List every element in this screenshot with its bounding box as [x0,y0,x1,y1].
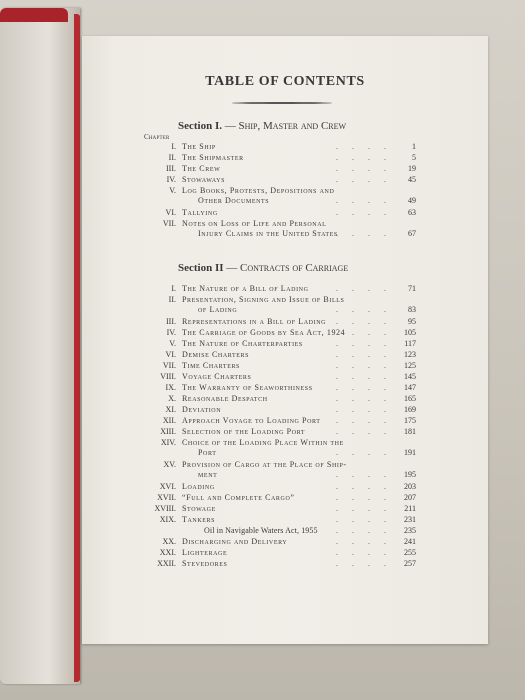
chapter-number: II. [168,153,176,162]
leader-dots: . . . . [336,317,392,326]
toc-entry [82,526,488,536]
chapter-number: II. [168,295,176,304]
chapter-number: X. [168,394,176,403]
chapter-title-line: Deviation [182,405,222,414]
chapter-label: Chapter [144,133,170,141]
toc-entry [82,548,488,558]
toc-entry [82,186,488,206]
chapter-title-line: ment [198,470,218,479]
chapter-number: VII. [162,361,176,370]
chapter-number: XXII. [157,559,176,568]
chapter-title-line: The Crew [182,164,221,173]
leader-dots: . . . . [336,526,392,535]
chapter-number: IV. [166,328,176,337]
chapter-number: VIII. [160,372,176,381]
toc-entry [82,339,488,349]
page-number: 123 [404,350,416,359]
toc-entry [82,438,488,458]
chapter-number: IV. [166,175,176,184]
chapter-title-line: Stevedores [182,559,228,568]
chapter-title-line: Discharging and Delivery [182,537,288,546]
toc-entry [82,175,488,185]
chapter-title-line: Other Documents [198,196,270,205]
chapter-title-line: of Lading [198,305,238,314]
leader-dots: . . . . [336,394,392,403]
chapter-title-line: “Full and Complete Cargo” [182,493,295,502]
chapter-number: III. [166,317,176,326]
chapter-number: XII. [162,416,176,425]
leader-dots: . . . . [336,305,392,314]
chapter-number: XIX. [159,515,176,524]
page-number: 231 [404,515,416,524]
chapter-title-line: Selection of the Loading Port [182,427,306,436]
page-number: 5 [412,153,416,162]
page-number: 191 [404,448,416,457]
toc-entry [82,219,488,239]
chapter-title-line: Representations in a Bill of Lading [182,317,327,326]
chapter-title-line: Oil in Navigable Waters Act, 1955 [204,526,318,535]
chapter-title-line: Loading [182,482,215,491]
chapter-number: XVIII. [154,504,176,513]
toc-entry [82,317,488,327]
chapter-title-line: Presentation, Signing and Issue of Bills [182,295,345,304]
chapter-number: III. [166,164,176,173]
page-number: 207 [404,493,416,502]
page-number: 165 [404,394,416,403]
leader-dots: . . . . [336,372,392,381]
chapter-number: VII. [162,219,176,228]
toc-entry [82,361,488,371]
page-number: 175 [404,416,416,425]
page-number: 241 [404,537,416,546]
page-number: 169 [404,405,416,414]
book-cover-red-top [0,8,68,22]
chapter-title-line: Log Books, Protests, Depositions and [182,186,335,195]
page-number: 117 [404,339,416,348]
toc-entry [82,208,488,218]
leader-dots: . . . . [336,229,392,238]
chapter-title-line: Injury Claims in the United States [198,229,338,238]
section-number: Section I. [178,120,222,132]
toc-entry [82,482,488,492]
page-number: 83 [408,305,416,314]
leader-dots: . . . . [336,208,392,217]
chapter-title-line: The Shipmaster [182,153,244,162]
page-number: 257 [404,559,416,568]
leader-dots: . . . . [336,350,392,359]
chapter-title-line: Tankers [182,515,216,524]
section-heading [178,120,346,132]
page-number: 211 [404,504,416,513]
leader-dots: . . . . [336,559,392,568]
toc-entry [82,372,488,382]
chapter-title-line: Voyage Charters [182,372,252,381]
toc-entry [82,153,488,163]
page-number: 235 [404,526,416,535]
toc-entry [82,504,488,514]
chapter-title-line: Port [198,448,217,457]
leader-dots: . . . . [336,504,392,513]
page-number: 1 [412,142,416,151]
chapter-number: V. [169,339,176,348]
page-number: 105 [404,328,416,337]
toc-entry [82,537,488,547]
toc-entry [82,350,488,360]
chapter-number: XVII. [157,493,176,502]
toc-entry [82,460,488,480]
toc-entry [82,559,488,569]
page-number: 49 [408,196,416,205]
page-number: 67 [408,229,416,238]
chapter-number: VI. [165,350,176,359]
leader-dots: . . . . [336,328,392,337]
toc-entry [82,416,488,426]
leader-dots: . . . . [336,448,392,457]
chapter-number: IX. [165,383,176,392]
page-number: 45 [408,175,416,184]
leader-dots: . . . . [336,196,392,205]
page-number: 71 [408,284,416,293]
page-number: 147 [404,383,416,392]
chapter-title-line: The Carriage of Goods by Sea Act, 1924 [182,328,346,337]
toc-entry [82,142,488,152]
page-number: 181 [404,427,416,436]
chapter-number: XVI. [159,482,176,491]
leader-dots: . . . . [336,153,392,162]
book-cover [0,8,80,684]
book-page [82,36,488,644]
toc-entry [82,493,488,503]
section-number: Section II [178,262,224,274]
page-number: 125 [404,361,416,370]
page-number: 195 [404,470,416,479]
chapter-title-line: Choice of the Loading Place Within the [182,438,344,447]
chapter-title-line: Provision of Cargo at the Place of Ship- [182,460,347,469]
page-number: 63 [408,208,416,217]
section-name: — Ship, Master and Crew [224,120,347,132]
page-number: 203 [404,482,416,491]
title-divider [232,102,332,104]
leader-dots: . . . . [336,284,392,293]
leader-dots: . . . . [336,416,392,425]
chapter-number: XI. [165,405,176,414]
chapter-number: V. [169,186,176,195]
section-name: — Contracts of Carriage [226,262,349,274]
toc-entry [82,328,488,338]
leader-dots: . . . . [336,339,392,348]
page-number: 145 [404,372,416,381]
page-number: 19 [408,164,416,173]
leader-dots: . . . . [336,537,392,546]
chapter-title-line: Stowaways [182,175,226,184]
page-number: 95 [408,317,416,326]
chapter-title-line: Reasonable Despatch [182,394,268,403]
leader-dots: . . . . [336,482,392,491]
leader-dots: . . . . [336,164,392,173]
chapter-title-line: The Nature of Charterparties [182,339,303,348]
chapter-title-line: Tallying [182,208,218,217]
toc-entry [82,164,488,174]
toc-entry [82,383,488,393]
leader-dots: . . . . [336,548,392,557]
toc-entry [82,295,488,315]
leader-dots: . . . . [336,515,392,524]
leader-dots: . . . . [336,405,392,414]
chapter-title-line: The Nature of a Bill of Lading [182,284,309,293]
chapter-number: XIV. [160,438,176,447]
page-title: TABLE OF CONTENTS [205,74,365,89]
leader-dots: . . . . [336,175,392,184]
toc-entry [82,405,488,415]
toc-entry [82,515,488,525]
chapter-number: I. [171,284,176,293]
chapter-title-line: Approach Voyage to Loading Port [182,416,321,425]
chapter-number: XX. [162,537,176,546]
chapter-title-line: Time Charters [182,361,240,370]
page-number: 255 [404,548,416,557]
leader-dots: . . . . [336,427,392,436]
chapter-title-line: The Warranty of Seaworthiness [182,383,313,392]
chapter-number: XXI. [159,548,176,557]
chapter-number: I. [171,142,176,151]
toc-entry [82,427,488,437]
book-cover-red-edge [74,14,80,682]
chapter-title-line: The Ship [182,142,216,151]
section-heading [178,262,348,274]
leader-dots: . . . . [336,493,392,502]
chapter-number: XIII. [160,427,176,436]
chapter-title-line: Demise Charters [182,350,250,359]
leader-dots: . . . . [336,142,392,151]
chapter-title-line: Lighterage [182,548,228,557]
chapter-title-line: Notes on Loss of Life and Personal [182,219,327,228]
chapter-number: XV. [163,460,176,469]
toc-entry [82,394,488,404]
leader-dots: . . . . [336,470,392,479]
leader-dots: . . . . [336,361,392,370]
toc-entry [82,284,488,294]
chapter-title-line: Stowage [182,504,216,513]
chapter-number: VI. [165,208,176,217]
leader-dots: . . . . [336,383,392,392]
